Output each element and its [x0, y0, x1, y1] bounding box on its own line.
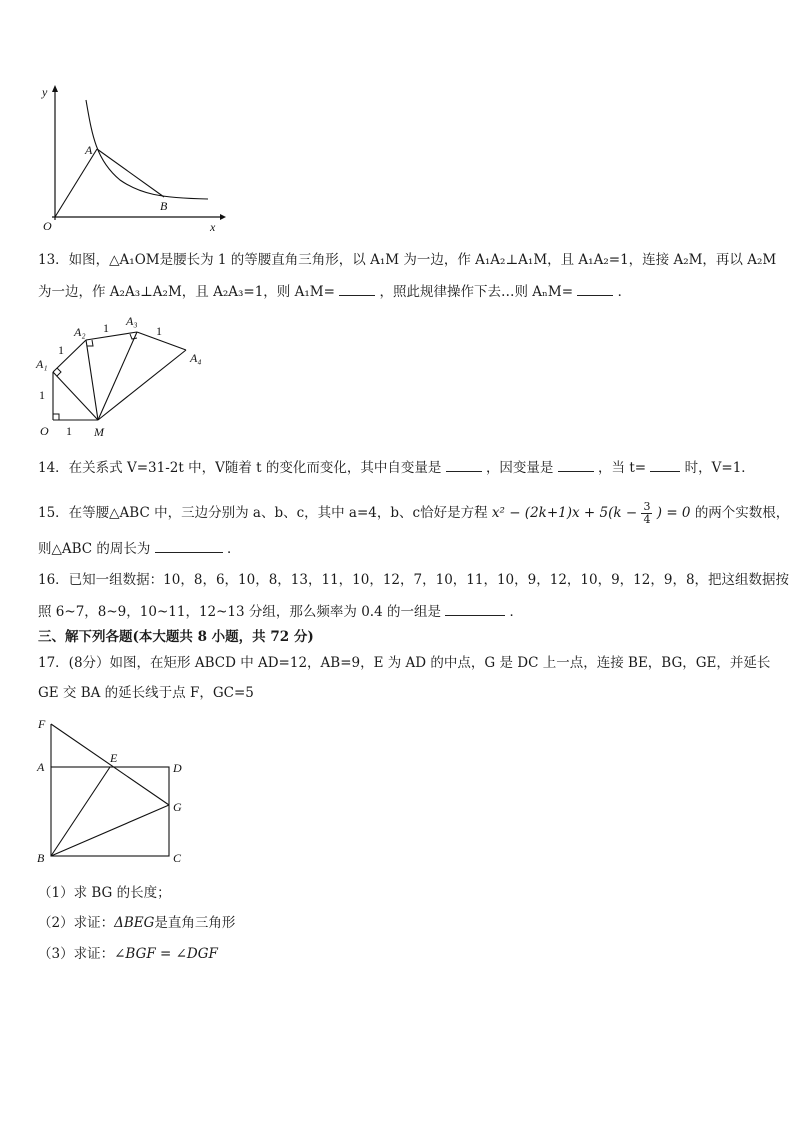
q17-sub2-prefix: （2）求证： — [38, 915, 115, 931]
q13-line2 — [38, 282, 631, 301]
section-heading — [38, 628, 314, 646]
q15-line1 — [38, 501, 789, 526]
segment-ab — [97, 149, 164, 197]
q16-text-2: 照 6~7，8~9，10~11，12~13 分组，那么频率为 0.4 的一组是 — [38, 604, 441, 620]
length-label-a2a3: 1 — [103, 321, 109, 335]
q14-line — [38, 458, 755, 477]
q17-sub1-text: （1）求 BG 的长度； — [38, 885, 171, 901]
length-label-a1a2: 1 — [58, 343, 64, 357]
q14-text-1: 14．在关系式 V=31-2t 中，V随着 t 的变化而变化，其中自变量是 — [38, 460, 442, 476]
segment-a1m — [53, 372, 98, 420]
q15-text-1: 15．在等腰△ABC 中，三边分别为 a、b、c，其中 a=4，b、c恰好是方程 — [38, 505, 488, 521]
q17-sub2-math: ΔBEG — [114, 915, 155, 931]
label-e: E — [110, 751, 118, 765]
y-axis-label: y — [42, 85, 48, 99]
q15-equation-left: x² − (2k+1)x + 5(k − — [491, 505, 638, 521]
q16-answer-blank[interactable] — [445, 602, 505, 616]
q13-text-2: 为一边，作 A₂A₃⊥A₂M，且 A₂A₃=1，则 A₁M= — [38, 284, 335, 300]
q17-sub1 — [38, 884, 171, 902]
rectangle-figure — [30, 712, 200, 870]
label-g: G — [173, 800, 182, 814]
label-f: F — [38, 717, 46, 731]
segment-a4m — [98, 350, 186, 420]
q14-answer-blank-2[interactable] — [558, 458, 594, 472]
y-axis-arrow — [52, 85, 58, 92]
label-m: M — [94, 425, 104, 439]
length-label-a3a4: 1 — [156, 324, 162, 338]
q15-frac-num: 3 — [643, 500, 651, 513]
q16-text-end: ． — [509, 604, 524, 620]
segment-be — [51, 767, 110, 856]
q15-answer-blank[interactable] — [155, 539, 223, 553]
rectangle-abcd — [51, 767, 169, 856]
x-axis-arrow — [220, 214, 226, 220]
segment-a3m — [98, 332, 137, 420]
q15-frac-den: 4 — [643, 513, 651, 526]
right-angle-mark-a2 — [87, 340, 93, 346]
point-a-label: A — [85, 143, 93, 157]
q14-text-2: ，因变量是 — [485, 460, 554, 476]
x-axis-label: x — [210, 220, 216, 234]
q13-answer-blank-2[interactable] — [577, 282, 613, 296]
q17-line2 — [38, 684, 254, 702]
label-a3: A₃ — [126, 314, 138, 328]
q17-sub2 — [38, 914, 235, 932]
segment-a2a3 — [86, 332, 137, 340]
label-o: O — [40, 424, 49, 438]
segment-a2m — [86, 340, 98, 420]
right-angle-mark-a1 — [57, 368, 61, 376]
label-b: B — [37, 851, 45, 865]
q17-sub2-suffix: 是直角三角形 — [154, 915, 236, 931]
length-label-oa1: 1 — [39, 388, 45, 402]
q14-answer-blank-1[interactable] — [446, 458, 482, 472]
q17-text-1: 17．(8分）如图，在矩形 ABCD 中 AD=12，AB=9，E 为 AD 的中点，G 是 DC 上一点，连接 BE，BG，GE，并延长 — [38, 655, 771, 671]
q15-text-end: ． — [227, 541, 241, 557]
q14-text-4: 时，V=1． — [684, 460, 755, 476]
label-c: C — [173, 851, 182, 865]
q17-text-2: GE 交 BA 的延长线于点 F，GC=5 — [38, 685, 254, 701]
q16-line1 — [38, 571, 789, 589]
q13-text-end: ． — [617, 284, 632, 300]
q17-sub3 — [38, 945, 218, 963]
function-graph-figure — [30, 80, 230, 240]
q13-text-1: 13．如图，△A₁OM是腰长为 1 的等腰直角三角形，以 A₁M 为一边，作 A₁A₂⊥A₁M，且 A₁A₂=1，连接 A₂M，再以 A₂M — [38, 252, 777, 268]
label-a2: A₂ — [74, 325, 86, 339]
q15-text-2: 的两个实数根， — [694, 505, 790, 521]
label-a: A — [37, 760, 45, 774]
length-label-om: 1 — [66, 424, 72, 438]
segment-bg — [51, 805, 169, 856]
section-heading-text: 三、解下列各题(本大题共 8 小题，共 72 分) — [38, 629, 314, 645]
q15-equation-right: ) = 0 — [656, 505, 691, 521]
q14-text-3: ，当 t= — [598, 460, 647, 476]
right-angle-mark-o — [53, 414, 59, 420]
origin-label: O — [43, 219, 52, 233]
label-a4: A₄ — [190, 351, 202, 365]
q13-answer-blank-1[interactable] — [339, 282, 375, 296]
q16-text-1: 16．已知一组数据：10，8，6，10，8，13，11，10，12，7，10，11，10，9，12，10，9，12，9，8，把这组数据按 — [38, 572, 790, 588]
q14-answer-blank-3[interactable] — [650, 458, 680, 472]
q13-line1 — [38, 251, 776, 269]
label-d: D — [173, 761, 182, 775]
q15-line2 — [38, 539, 241, 558]
point-b-label: B — [160, 199, 168, 213]
label-a1: A₁ — [36, 357, 48, 371]
q15-fraction — [641, 501, 652, 526]
segment-oa — [55, 149, 97, 217]
q13-text-3: ，照此规律操作下去…则 AₙM= — [379, 284, 574, 300]
q17-sub3-math: ∠BGF = ∠DGF — [114, 946, 218, 962]
spiral-triangles-figure — [30, 310, 220, 445]
q15-text-3: 则△ABC 的周长为 — [38, 541, 151, 557]
q17-sub3-prefix: （3）求证： — [38, 946, 115, 962]
q16-line2 — [38, 602, 523, 621]
q17-line1 — [38, 654, 770, 672]
